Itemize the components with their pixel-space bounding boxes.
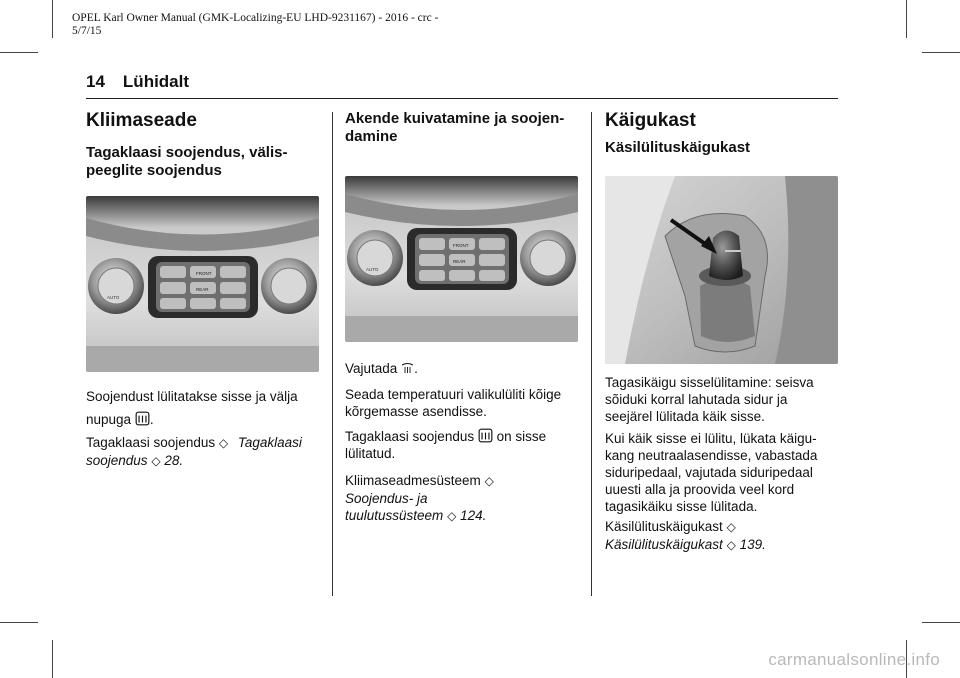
col3-paragraph-2	[605, 430, 845, 515]
column-divider	[332, 112, 333, 596]
text-line: sõiduki korral lahutada sidur ja	[605, 392, 788, 407]
rear-label: REAR	[196, 287, 209, 292]
text-line: Seada temperatuuri valikulüliti kõige	[345, 387, 562, 402]
text-line-with-icon	[345, 428, 585, 445]
col2-paragraph-1	[345, 360, 585, 377]
auto-label: AUTO	[366, 267, 379, 272]
reference-arrow-icon: ◇	[726, 538, 736, 552]
defrost-icon	[401, 362, 414, 375]
crop-mark	[0, 622, 38, 623]
reference-page[interactable]: 124	[460, 508, 483, 523]
subheading-line: Tagaklaasi soojendus, välis-	[86, 144, 288, 161]
reference-arrow-icon: ◇	[447, 509, 457, 523]
subheading-line: peeglite soojendus	[86, 162, 222, 179]
heading-line: Akende kuivatamine ja soojen-	[345, 110, 565, 127]
text-span: Tagaklaasi soojendus	[345, 429, 475, 444]
text-span: .	[179, 453, 184, 468]
reference-link[interactable]: Tagaklaasi	[237, 435, 302, 450]
text-span: on sisse	[496, 429, 547, 444]
text-line: Soojendust lülitatakse sisse ja välja	[86, 389, 298, 404]
text-line: uuesti alla ja proovida veel kord	[605, 482, 795, 497]
text-span: Vajutada	[345, 361, 398, 376]
auto-label: AUTO	[107, 295, 120, 300]
col1-paragraph-1	[86, 388, 326, 428]
text-span: Käsilülituskäigukast	[605, 519, 723, 534]
watermark: carmanualsonline.info	[768, 650, 940, 669]
header-rule	[86, 98, 838, 99]
text-line	[86, 434, 326, 452]
crop-mark	[0, 52, 38, 53]
col2-paragraph-2	[345, 386, 585, 420]
page-number: 14	[86, 72, 105, 91]
text-line: tagasikäiku sisse lülitada.	[605, 499, 758, 514]
reference-link[interactable]: Soojendus- ja	[345, 491, 428, 506]
crop-mark	[922, 622, 960, 623]
text-line	[345, 472, 585, 490]
heading-kaigukast: Käigukast	[605, 110, 696, 131]
reference-arrow-icon: ◇	[151, 454, 161, 468]
text-line	[605, 518, 845, 536]
col2-paragraph-3	[345, 428, 585, 462]
text-span: Kliimaseadmesüsteem	[345, 473, 481, 488]
reference-link[interactable]: soojendus	[86, 453, 148, 468]
text-span: .	[482, 508, 487, 523]
rear-window-heater-icon	[478, 428, 493, 443]
text-line: Kui käik sisse ei lülitu, lükata käigu-	[605, 431, 817, 446]
text-span: nupuga	[86, 412, 132, 427]
crop-mark	[52, 640, 53, 678]
text-line: seejärel lülitada käik sisse.	[605, 409, 765, 424]
crop-mark	[906, 0, 907, 38]
front-label: FRONT	[196, 271, 212, 276]
text-line-with-icon	[86, 411, 326, 428]
heading-window-defrost	[345, 110, 564, 146]
text-line: Tagasikäigu sisselülitamine: seisva	[605, 375, 814, 390]
rear-label: REAR	[453, 259, 466, 264]
text-span: .	[762, 537, 766, 552]
text-line: kang neutraalasendisse, vabastada	[605, 448, 818, 463]
text-line	[345, 507, 585, 525]
text-line: lülitatud.	[345, 446, 396, 461]
page-header	[86, 72, 189, 92]
text-span: .	[149, 412, 154, 427]
crop-mark	[922, 52, 960, 53]
text-line: siduripedaal, vajutada siduripedaal	[605, 465, 813, 480]
document-meta-line: OPEL Karl Owner Manual (GMK-Localizing-EU LHD-9231167) - 2016 - crc -	[72, 12, 439, 24]
reference-arrow-icon: ◇	[726, 520, 736, 534]
climate-control-panel-image	[86, 196, 319, 372]
front-label: FRONT	[453, 243, 469, 248]
col3-paragraph-1	[605, 374, 845, 425]
climate-control-panel-image	[345, 176, 578, 342]
col3-paragraph-3	[605, 518, 845, 554]
reference-arrow-icon: ◇	[484, 474, 494, 488]
subheading-manual-transmission: Käsilülituskäigukast	[605, 139, 751, 156]
text-line: kõrgemasse asendisse.	[345, 404, 487, 419]
reference-link[interactable]: Käsilülituskäigukast	[605, 537, 723, 552]
section-title: Lühidalt	[122, 72, 190, 91]
col1-paragraph-2	[86, 434, 326, 470]
column-divider	[591, 112, 592, 596]
heading-kliimaseade: Kliimaseade	[86, 110, 197, 131]
text-line	[605, 536, 845, 554]
crop-mark	[52, 0, 53, 38]
document-meta	[72, 12, 592, 38]
text-span: .	[414, 361, 418, 376]
text-line	[86, 452, 326, 470]
col2-paragraph-4	[345, 472, 585, 525]
reference-page[interactable]: 139	[739, 537, 763, 552]
gear-lever-image	[605, 176, 838, 364]
subheading-rear-window-heating	[86, 144, 287, 180]
heading-line: damine	[345, 128, 398, 145]
reference-arrow-icon: ◇	[218, 436, 229, 450]
text-span: Tagaklaasi soojendus	[86, 435, 216, 450]
document-meta-line: 5/7/15	[72, 25, 102, 37]
reference-link[interactable]: tuulutussüsteem	[345, 508, 444, 523]
reference-page[interactable]: 28	[164, 453, 180, 468]
rear-window-heater-icon	[135, 411, 150, 426]
